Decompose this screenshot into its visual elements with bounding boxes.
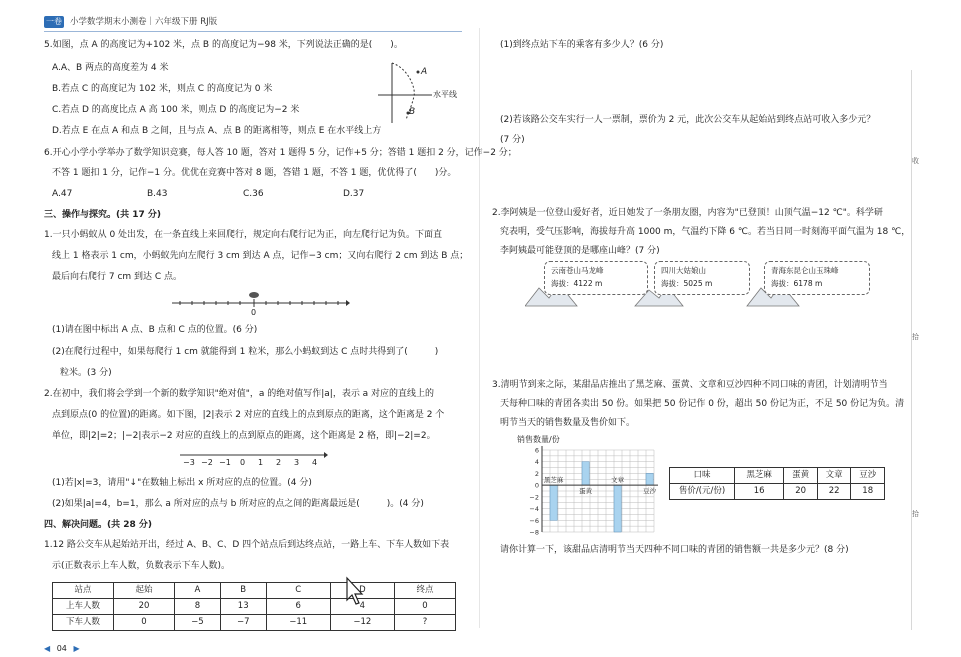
mountain-card-3 <box>764 261 870 295</box>
q4-1-sub-2b: (7 分) <box>500 135 525 145</box>
next-page-icon[interactable]: ▶ <box>73 644 80 653</box>
q3-1-line-1: 1.一只小蚂蚁从 0 处出发，在一条直线上来回爬行，规定向右爬行记为正，向左爬行记为负。下面直 <box>44 230 443 240</box>
table-cell: 4 <box>330 599 394 615</box>
column-divider <box>479 28 480 628</box>
mountain-altitude: 海拔：6178 m <box>771 278 823 288</box>
table-header: B <box>220 583 266 599</box>
table-cell: 6 <box>266 599 330 615</box>
y-tick-label: 2 <box>534 469 539 478</box>
category-label: 黑芝麻 <box>543 476 564 485</box>
edge-char: 拾 <box>912 510 919 518</box>
q5-option-a[interactable]: A.A、B 两点的高度差为 4 米 <box>52 63 169 73</box>
axis-tick-label: 1 <box>258 458 264 467</box>
q3-1-sub-1: (1)请在图中标出 A 点、B 点和 C 点的位置。(6 分) <box>52 325 258 335</box>
ant-number-line[interactable] <box>170 288 350 312</box>
bus-table <box>52 582 456 631</box>
bar-黑芝麻 <box>550 485 557 520</box>
q6-option-c[interactable]: C.36 <box>243 189 264 199</box>
table-cell: 22 <box>817 484 851 500</box>
q3-2-line-1: 2.在初中，我们将会学到一个新的数学知识"绝对值"，a 的绝对值写作|a|，表示 a 对应的直线上的 <box>44 389 435 399</box>
table-cell: 售价/(元/份) <box>670 484 735 500</box>
q5-option-d[interactable]: D.若点 E 在点 A 和点 B 之间，且与点 A、点 B 的距离相等，则点 E 在水平线上方 <box>52 126 382 136</box>
ant-icon <box>249 292 259 298</box>
table-row <box>670 468 885 484</box>
table-cell: 18 <box>851 484 885 500</box>
chart-ticks <box>529 447 539 537</box>
q3-2-sub-2: (2)如果|a|=4，b=1，那么 a 所对应的点与 b 所对应的点之间的距离最远是( )。(4 分) <box>52 499 424 509</box>
table-header: 起始 <box>114 583 175 599</box>
q3-1-line-3: 最后向右爬行 7 cm 到达 C 点。 <box>52 272 183 282</box>
table-header: C <box>266 583 330 599</box>
y-tick-label: −4 <box>529 505 539 514</box>
q4-2-line-1: 2.李阿姨是一位登山爱好者，近日她发了一条朋友圈，内容为"已登顶！山顶气温−12 ℃"。科学研 <box>492 208 883 218</box>
table-header: 口味 <box>670 468 735 484</box>
q5-label-a: A <box>421 67 428 77</box>
q6-line-1: 6.开心小学小学举办了数学知识竞赛，每人答 10 题，答对 1 题得 5 分，记作+5 分；答错 1 题扣 2 分，记作−2 分； <box>44 148 517 158</box>
axis-tick-label: −3 <box>183 458 195 467</box>
chart-axes <box>542 446 658 532</box>
mountain-name: 青海东昆仑山玉珠峰 <box>771 266 839 275</box>
bar-蛋黄 <box>582 462 589 485</box>
prev-page-icon[interactable]: ◀ <box>44 644 51 653</box>
number-line-zero: 0 <box>251 308 257 317</box>
y-tick-label: −8 <box>529 528 539 536</box>
table-cell: ? <box>394 615 455 631</box>
q4-3-line-1: 3.清明节到来之际，某甜品店推出了黑芝麻、蛋黄、文章和豆沙四种不同口味的青团，计划清明节当 <box>492 380 888 390</box>
table-row <box>53 583 456 599</box>
table-cell: 0 <box>114 615 175 631</box>
table-cell: 下车人数 <box>53 615 114 631</box>
q6-line-2: 不答 1 题扣 1 分，记作−1 分。优优在竞赛中答对 8 题，答错 1 题，不答 1 题，优优得了( )分。 <box>52 168 457 178</box>
q5-sea-level-label: 水平线 <box>433 90 457 99</box>
q4-2-line-3: 李阿姨最可能登顶的是哪座山峰？(7 分) <box>500 246 660 256</box>
q6-option-b[interactable]: B.43 <box>147 189 168 199</box>
table-header: D <box>330 583 394 599</box>
mountain-card-2 <box>654 261 750 295</box>
table-cell: 20 <box>114 599 175 615</box>
q3-1-line-2: 线上 1 格表示 1 cm，小蚂蚁先向左爬行 3 cm 到达 A 点，记作−3 cm；又向右爬行 2 cm 到达 B 点； <box>52 251 469 261</box>
table-cell: 0 <box>394 599 455 615</box>
bar-豆沙 <box>646 473 653 485</box>
sales-bar-chart <box>526 444 660 536</box>
bar-文章 <box>614 485 621 532</box>
q4-1-sub-2a: (2)若该路公交车实行一人一票制，票价为 2 元，此次公交车从起始站到终点站可收入多少元？ <box>500 115 876 125</box>
price-table <box>669 467 885 500</box>
axis-tick-label: 3 <box>294 458 300 467</box>
table-header: 蛋黄 <box>784 468 818 484</box>
q3-1-sub-2a: (2)在爬行过程中，如果每爬行 1 cm 就能得到 1 粒米，那么小蚂蚁到达 C 点时共得到了( ) <box>52 347 439 357</box>
category-label: 文章 <box>611 476 625 485</box>
table-row <box>670 484 885 500</box>
q3-2-line-3: 单位，即|2|=2；|−2|表示−2 对应的直线上的点到原点的距离，这个距离是 2 格，即|−2|=2。 <box>52 431 436 441</box>
table-cell: 上车人数 <box>53 599 114 615</box>
header-title: 小学数学期末小测卷｜六年级下册 RJ版 <box>70 17 218 27</box>
chart-ylabel: 销售数量/份 <box>517 435 560 444</box>
axis-tick-label: 4 <box>312 458 318 467</box>
q6-option-d[interactable]: D.37 <box>343 189 365 199</box>
table-cell: 13 <box>220 599 266 615</box>
mountain-altitude: 海拔：4122 m <box>551 278 603 288</box>
section-3-title: 三、操作与探究。(共 17 分) <box>44 210 162 220</box>
mountain-altitude: 海拔：5025 m <box>661 278 713 288</box>
table-cell: −11 <box>266 615 330 631</box>
q5-label-b: B <box>409 107 416 117</box>
table-row <box>53 599 456 615</box>
q4-3-line-2: 天每种口味的青团各卖出 50 份。如果把 50 份记作 0 份，超出 50 份记为正，不足 50 份记为负。清 <box>500 399 905 409</box>
table-cell: 16 <box>735 484 784 500</box>
q5-option-c[interactable]: C.若点 D 的高度比点 A 高 100 米，则点 D 的高度记为−2 米 <box>52 105 300 115</box>
table-cell: 8 <box>175 599 221 615</box>
mountain-name: 云南苍山马龙峰 <box>551 266 604 275</box>
table-cell: −5 <box>175 615 221 631</box>
page-footer <box>44 644 80 654</box>
table-cell: 20 <box>784 484 818 500</box>
section-4-title: 四、解决问题。(共 28 分) <box>44 520 153 530</box>
y-tick-label: 0 <box>534 481 539 490</box>
table-cell: −12 <box>330 615 394 631</box>
category-label: 豆沙 <box>643 487 657 496</box>
header-rule <box>44 31 462 32</box>
category-label: 蛋黄 <box>579 487 593 496</box>
q3-2-sub-1: (1)若|x|=3，请用"↓"在数轴上标出 x 所对应的点的位置。(4 分) <box>52 478 312 488</box>
q3-2-line-2: 点到原点(0 的位置)的距离。如下图，|2|表示 2 对应的直线上的点到原点的距离，这个距离是 2 个 <box>52 410 445 420</box>
table-header: 豆沙 <box>851 468 885 484</box>
q4-1-line-1: 1.12 路公交车从起始站开出，经过 A、B、C、D 四个站点后到达终点站，一路上车、下车人数如下表 <box>44 540 450 550</box>
q4-1-line-2: 示(正数表示上车人数，负数表示下车人数)。 <box>52 561 231 571</box>
q5-stem: 5.如图，点 A 的高度记为+102 米，点 B 的高度记为−98 米，下列说法正确的是( )。 <box>44 40 403 50</box>
binding-line <box>911 70 912 630</box>
table-header: 文章 <box>817 468 851 484</box>
mountain-card-1 <box>544 261 648 295</box>
table-row <box>53 615 456 631</box>
header-badge: 一卷 <box>46 17 62 26</box>
edge-char: 收 <box>912 157 919 165</box>
axis-tick-label: −2 <box>201 458 213 467</box>
table-header: A <box>175 583 221 599</box>
table-header: 终点 <box>394 583 455 599</box>
axis-tick-label: 2 <box>276 458 282 467</box>
table-cell: −7 <box>220 615 266 631</box>
edge-char: 拾 <box>912 333 919 341</box>
y-tick-label: −6 <box>529 516 539 525</box>
y-tick-label: −2 <box>529 493 539 502</box>
q4-2-line-2: 究表明，受气压影响，海拔每升高 1000 m，气温约下降 6 ℃。若当日同一时刻海平面气温为 18 ℃， <box>500 227 911 237</box>
q4-3-question: 请你计算一下，该甜品店清明节当天四种不同口味的青团的销售额一共是多少元？(8 分) <box>500 545 849 555</box>
mouse-cursor-icon <box>344 576 366 608</box>
table-header: 站点 <box>53 583 114 599</box>
page-number: 04 <box>56 644 67 653</box>
q4-3-line-3: 明节当天的销售数量及售价如下。 <box>500 418 636 428</box>
q6-option-a[interactable]: A.47 <box>52 189 73 199</box>
y-tick-label: 4 <box>534 458 539 467</box>
chart-grid <box>542 450 654 532</box>
table-header: 黑芝麻 <box>735 468 784 484</box>
axis-tick-label: −1 <box>219 458 231 467</box>
q5-option-b[interactable]: B.若点 C 的高度记为 102 米，则点 C 的高度记为 0 米 <box>52 84 273 94</box>
y-tick-label: 6 <box>534 446 539 455</box>
mountain-name: 四川大姑娘山 <box>661 266 706 275</box>
q3-1-sub-2b: 粒米。(3 分) <box>60 368 112 378</box>
axis-tick-label: 0 <box>240 458 246 467</box>
q4-1-sub-1: (1)到终点站下车的乘客有多少人？(6 分) <box>500 40 664 50</box>
